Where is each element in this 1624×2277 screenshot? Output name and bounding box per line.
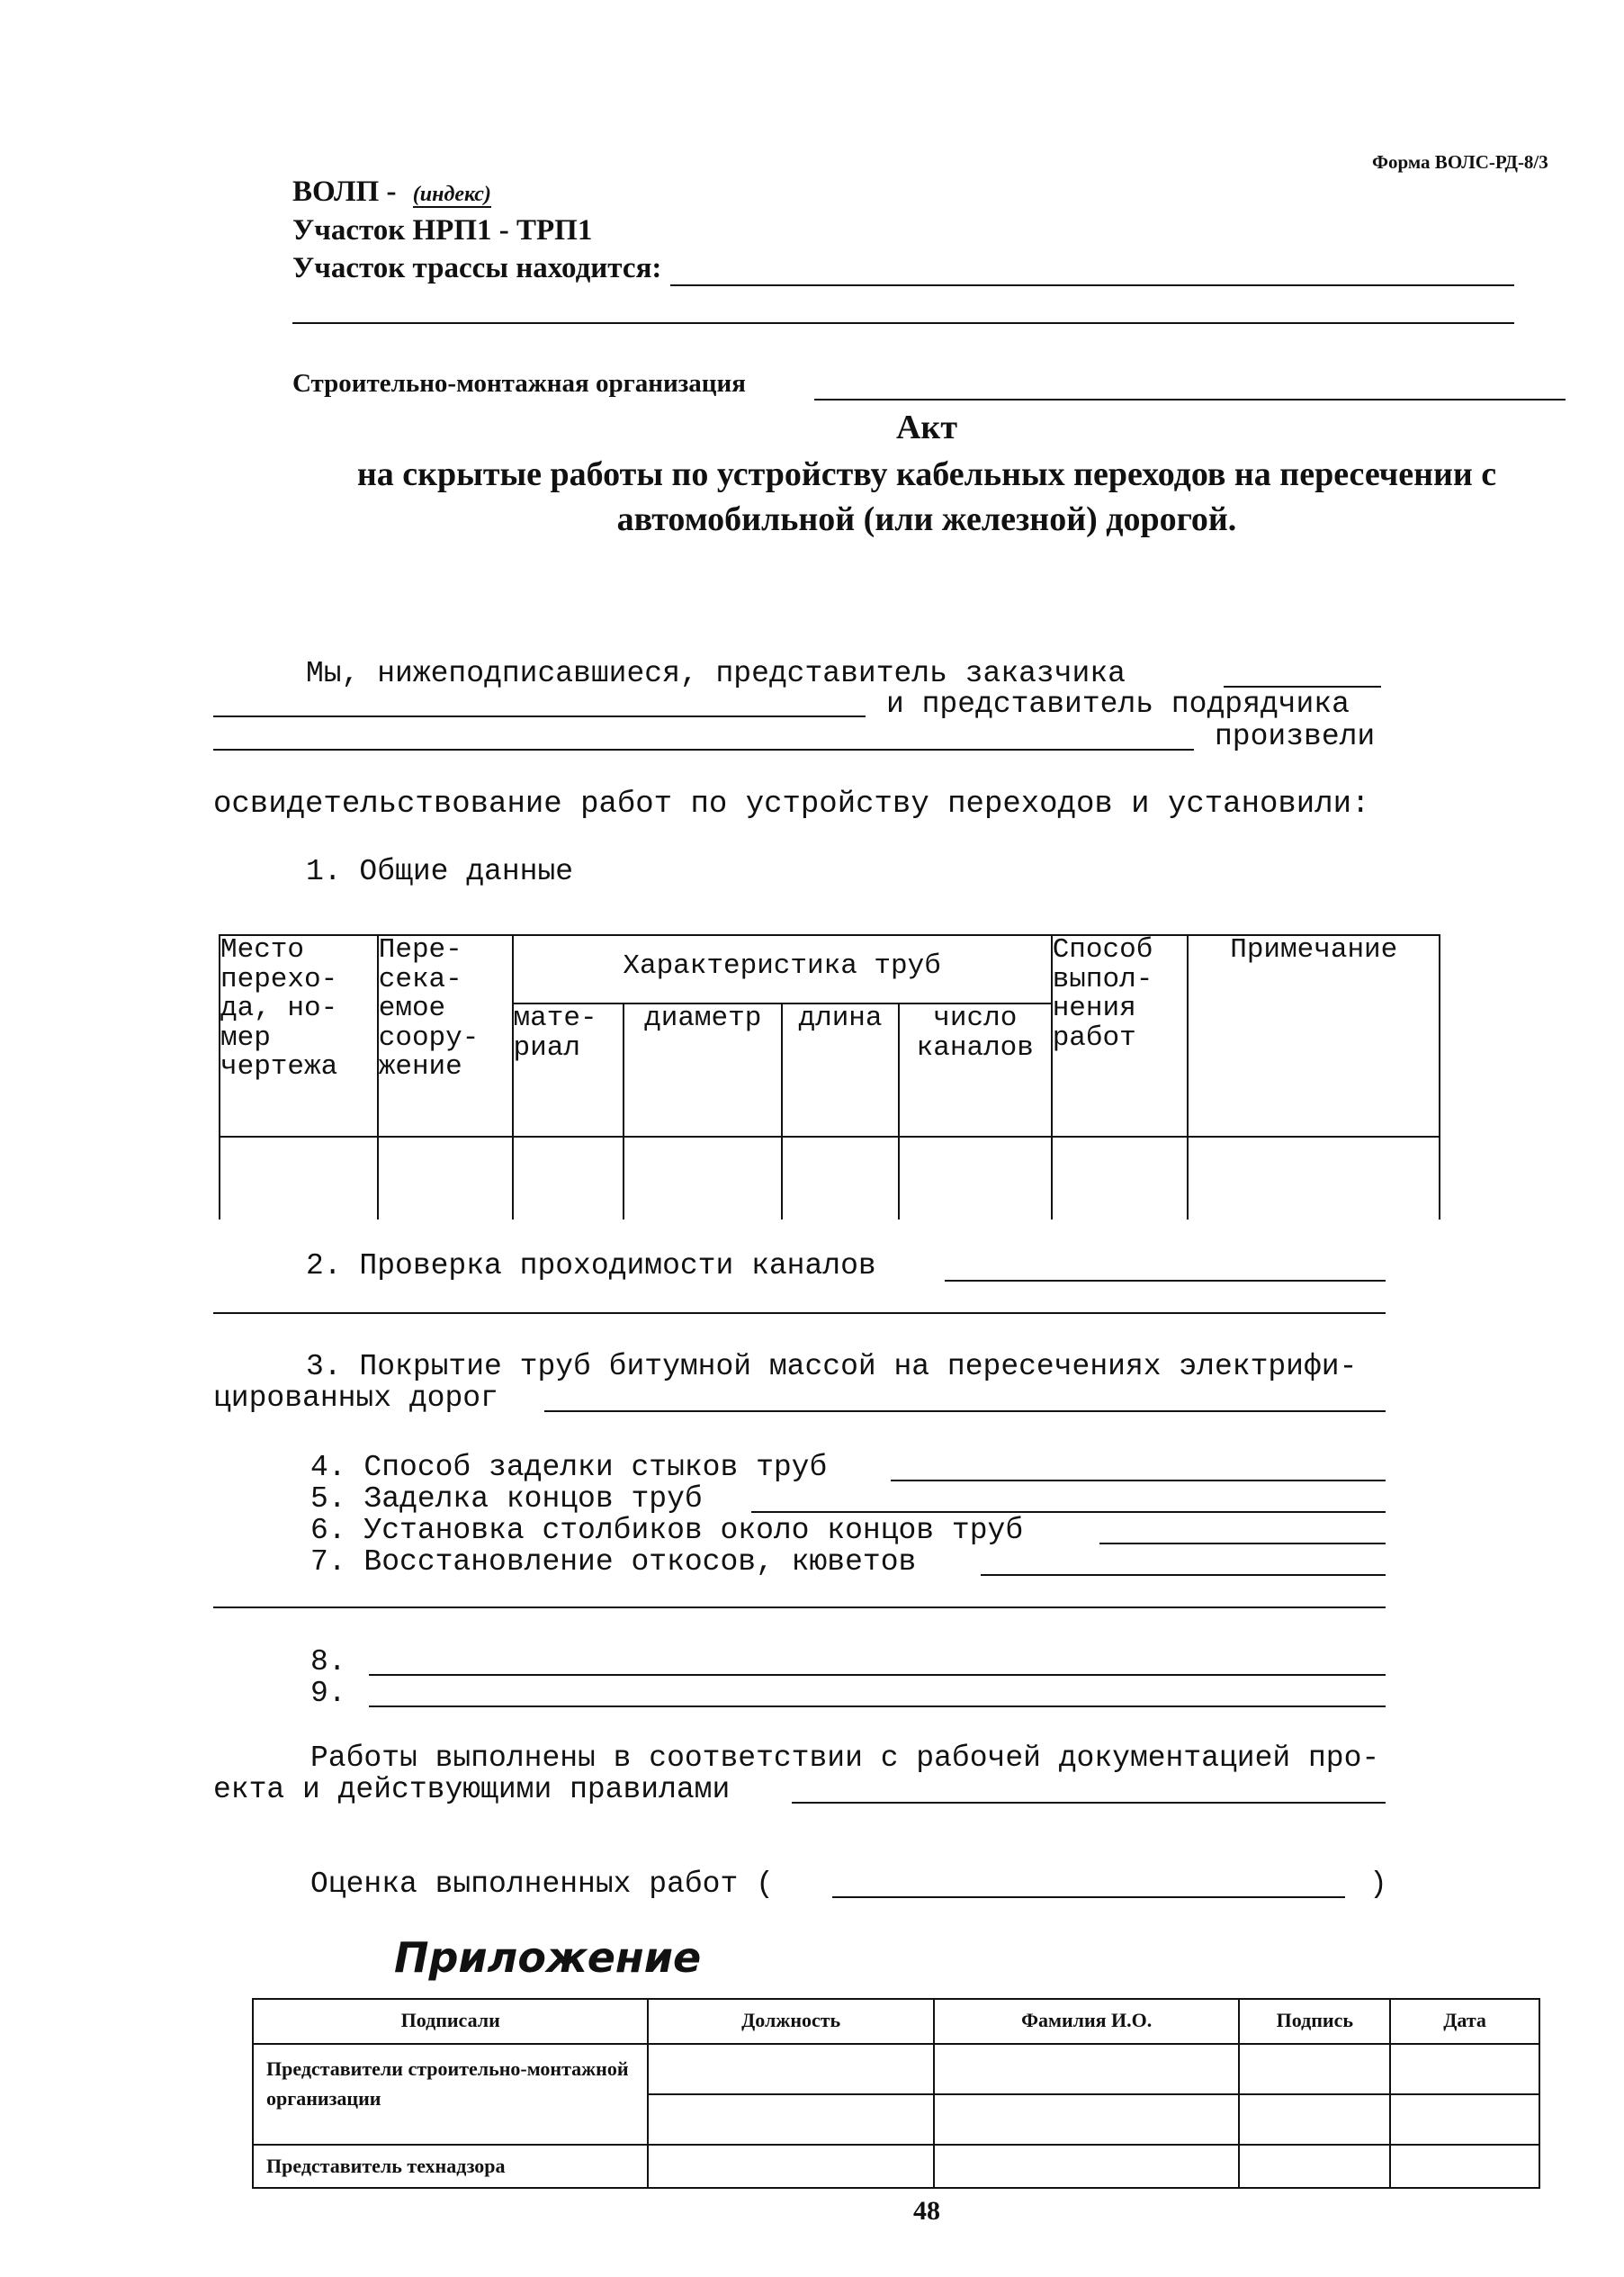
th-crossed-l4: соору-	[378, 1022, 480, 1054]
th-method-l4: работ	[1052, 1022, 1136, 1054]
item-7: 7. Восстановление откосов, кюветов	[310, 1545, 917, 1579]
section1-title: 1. Общие данные	[306, 855, 574, 888]
signatures-table	[252, 1998, 1540, 2189]
cell-position-3[interactable]	[648, 2145, 934, 2188]
th-date: Дата	[1390, 1999, 1539, 2044]
act-heading: Акт	[895, 409, 957, 446]
th-crossed	[378, 935, 513, 1137]
th-crossed-l1: Пере-	[378, 934, 462, 966]
rating-label: Оценка выполненных работ (	[310, 1868, 774, 1901]
rating-field[interactable]	[832, 1896, 1345, 1898]
intro-p3: произвели	[1215, 720, 1376, 753]
th-material-l2: риал	[513, 1031, 580, 1064]
th-place-l2: перехо-	[220, 963, 338, 995]
item-7-field[interactable]	[981, 1574, 1386, 1576]
th-signature: Подпись	[1239, 1999, 1390, 2044]
cell-channels[interactable]	[899, 1137, 1052, 1220]
th-material	[513, 1004, 624, 1137]
item-2-field[interactable]	[945, 1280, 1386, 1282]
route-location-field-2[interactable]	[292, 322, 1514, 324]
cell-length[interactable]	[782, 1137, 899, 1220]
th-channels-l2: каналов	[916, 1031, 1034, 1064]
item-3-field[interactable]	[544, 1410, 1386, 1412]
th-method-l1: Способ	[1052, 934, 1153, 966]
th-channels-l1: число	[933, 1003, 1018, 1034]
th-pipes: Характеристика труб	[513, 935, 1052, 1004]
th-place-l4: мер	[220, 1022, 271, 1054]
cell-date-1[interactable]	[1390, 2044, 1539, 2094]
cell-method[interactable]	[1052, 1137, 1189, 1220]
th-note: Примечание	[1188, 935, 1440, 1137]
intro-p4: освидетельствование работ по устройству переходов и установили:	[213, 788, 1370, 822]
th-method-l3: нения	[1052, 993, 1136, 1025]
intro-p2: и представитель подрядчика	[886, 688, 1350, 721]
th-crossed-l5: жение	[378, 1051, 462, 1084]
header-prefix: ВОЛП -	[292, 176, 397, 208]
cell-material[interactable]	[513, 1137, 624, 1220]
item-8: 8.	[310, 1645, 346, 1678]
cell-fullname-1[interactable]	[934, 2044, 1239, 2094]
th-position: Должность	[648, 1999, 934, 2044]
item-5-field[interactable]	[751, 1511, 1386, 1513]
item-3a: 3. Покрытие труб битумной массой на пересечениях электрифи-	[306, 1350, 1358, 1383]
header-line1	[292, 176, 491, 209]
item-4: 4. Способ заделки стыков труб	[310, 1451, 828, 1484]
item-3b: цированных дорог	[213, 1382, 498, 1415]
general-data-table	[219, 934, 1440, 1220]
th-method-l2: выпол-	[1052, 963, 1153, 995]
item-2-field-2[interactable]	[213, 1312, 1386, 1314]
th-place-l5: чертежа	[220, 1051, 338, 1084]
route-location-field[interactable]	[670, 284, 1514, 286]
item-9-field[interactable]	[369, 1706, 1386, 1707]
th-crossed-l3: емое	[378, 993, 446, 1025]
row-tech-supervision: Представитель технадзора	[253, 2145, 648, 2188]
cell-signature-1[interactable]	[1239, 2044, 1390, 2094]
th-crossed-l2: сека-	[378, 963, 462, 995]
form-code: Форма ВОЛС-РД-8/3	[1372, 151, 1548, 173]
cell-crossed[interactable]	[378, 1137, 513, 1220]
cell-diameter[interactable]	[624, 1137, 782, 1220]
cell-note[interactable]	[1188, 1137, 1440, 1220]
th-place	[220, 935, 378, 1137]
th-fullname: Фамилия И.О.	[934, 1999, 1239, 2044]
th-place-l1: Место	[220, 934, 305, 966]
th-length: длина	[782, 1004, 899, 1137]
cell-date-3[interactable]	[1390, 2145, 1539, 2188]
item-8-field[interactable]	[369, 1674, 1386, 1676]
th-diameter: диаметр	[624, 1004, 782, 1137]
header-index: (индекс)	[412, 183, 491, 206]
appendix-label: Приложение	[394, 1933, 702, 1982]
org-label: Строительно-монтажная организация	[292, 369, 746, 398]
cell-fullname-3[interactable]	[934, 2145, 1239, 2188]
customer-rep-field-2[interactable]	[213, 716, 866, 717]
th-place-l3: да, но-	[220, 993, 338, 1025]
cell-fullname-2[interactable]	[934, 2094, 1239, 2145]
item-7-field-2[interactable]	[213, 1606, 1386, 1608]
contractor-rep-field[interactable]	[213, 749, 1194, 751]
th-method	[1052, 935, 1189, 1137]
conclusion-field[interactable]	[792, 1802, 1386, 1804]
cell-signature-3[interactable]	[1239, 2145, 1390, 2188]
cell-date-2[interactable]	[1390, 2094, 1539, 2145]
item-9: 9.	[310, 1677, 346, 1710]
cell-position-1[interactable]	[648, 2044, 934, 2094]
item-2: 2. Проверка проходимости каналов	[306, 1249, 876, 1282]
cell-place[interactable]	[220, 1137, 378, 1220]
act-title-line1: на скрытые работы по устройству кабельных переходов на пересечении с	[356, 455, 1497, 493]
item-6: 6. Установка столбиков около концов труб	[310, 1514, 1024, 1547]
header-line2: Участок НРП1 - ТРП1	[292, 214, 593, 247]
header-line3: Участок трассы находится:	[292, 252, 662, 284]
rating-close: )	[1369, 1868, 1387, 1901]
conclusion-line1: Работы выполнены в соответствии с рабочей документацией про-	[310, 1742, 1380, 1775]
item-6-field[interactable]	[1099, 1543, 1386, 1544]
cell-signature-2[interactable]	[1239, 2094, 1390, 2145]
act-title-line2: автомобильной (или железной) дорогой.	[616, 500, 1237, 538]
org-field[interactable]	[814, 399, 1566, 400]
cell-position-2[interactable]	[648, 2094, 934, 2145]
item-4-field[interactable]	[891, 1480, 1386, 1481]
row-construction-org: Представители строительно-монтажной организации	[253, 2044, 648, 2145]
th-signed: Подписали	[253, 1999, 648, 2044]
intro-p1: Мы, нижеподписавшиеся, представитель заказчика	[306, 657, 1126, 690]
th-material-l1: мате-	[513, 1003, 597, 1034]
conclusion-line2: екта и действующими правилами	[213, 1773, 731, 1806]
page-number: 48	[913, 2196, 940, 2226]
th-channels	[899, 1004, 1052, 1137]
item-5: 5. Заделка концов труб	[310, 1482, 703, 1516]
